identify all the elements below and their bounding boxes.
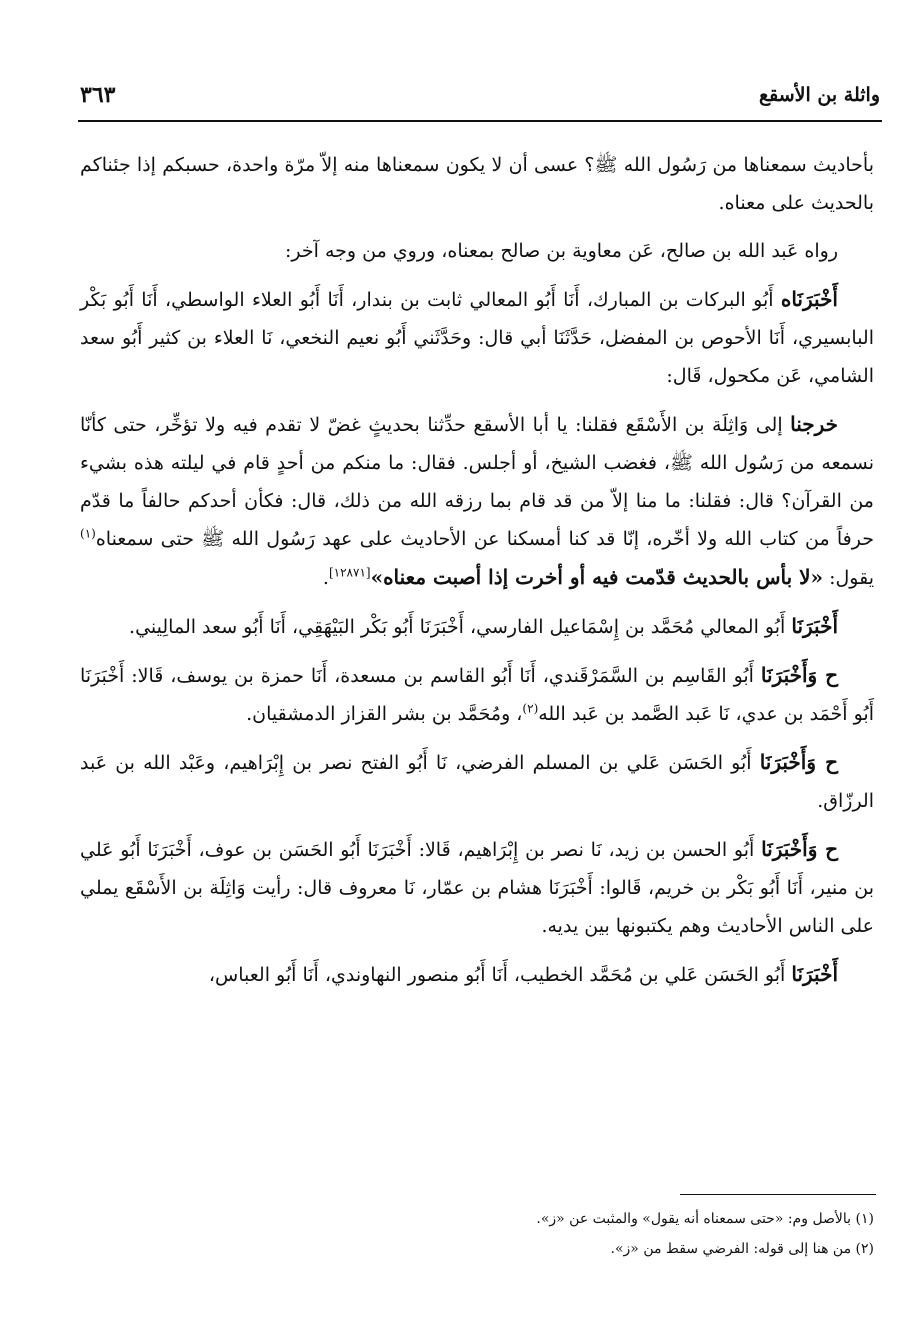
text-run: ، ومُحَمَّد بن بشر القزاز الدمشقيان. [246,703,523,725]
text-run: . [322,567,329,589]
paragraph [80,146,874,222]
paragraph [80,830,874,945]
paragraph [80,955,874,994]
main-text [80,146,874,1004]
chapter-title: واثلة بن الأسقع [759,84,880,106]
footnote-ref: (١) [80,526,96,541]
text-run: أَبُو المعالي مُحَمَّد بن إِسْمَاعيل الفارسي، أَخْبَرَنَا أَبُو بَكْر البَيْهَقِي، أَنَا أَبُو سعد المالِيني. [129,616,792,638]
footnote [300,1234,874,1264]
text-run: أَبُو الحسن بن زيد، نَا نصر بن إِبْرَاهيم، قَالا: أَخْبَرَنَا أَبُو الحَسَن بن عوف، أَخْبَرَنَا أَبُو عَلي بن منير، أَنَا أَبُو بَكْر بن خريم، قَالوا: أَخْبَرَنَا هشام بن عمّار، نَا معروف قال: رأيت وَاثِلَة بن الأَسْقَع يملي على الناس الأحاديث وهم يكتبونها بين يديه. [80,839,874,937]
footnotes [300,1204,874,1264]
text-run: أَبُو البركات بن المبارك، أَنَا أَبُو المعالي ثابت بن بندار، أَنَا أَبُو العلاء الواسطي، أَنَا أَبُو بَكْر البابسيري، أَنَا الأحوص بن المفضل، حَدَّثَنَا أبي قال: وحَدَّثَني أَبُو نعيم النخعي، نَا العلاء بن كثير أَبُو سعد الشامي، عَن مكحول، قَال: [80,289,874,387]
text-run: رواه عَبد الله بن صالح، عَن معاوية بن صالح بمعناه، وروي من وجه آخر: [285,240,838,262]
paragraph [80,656,874,733]
footnote-ref: (٢) [522,701,539,716]
text-run: أَبُو الحَسَن عَلي بن مُحَمَّد الخطيب، أَنَا أَبُو منصور النهاوندي، أَنَا أَبُو العباس، [208,964,792,986]
bold-text: أَخْبَرَنَا [791,614,838,638]
bold-text: أَخْبَرَنَا [791,962,838,986]
header-rule [78,120,882,122]
footnote-separator [680,1194,876,1195]
paragraph [80,405,874,597]
bold-text: ح وَأَخْبَرَنَا [760,663,838,687]
bold-text: «لا بأس بالحديث قدّمت فيه أو أخرت إذا أصبت معناه» [370,565,824,589]
page-number: ٣٦٣ [80,82,116,108]
text-run: إلى وَاثِلَة بن الأَسْقَع فقلنا: يا أبا الأسقع حدِّثنا بحديثٍ غضّ لا تقدم فيه ولا تؤخِّر، حتى كأنّا نسمعه من رَسُول الله ﷺ، فغضب الشيخ، أو أجلس. فقال: ما منكم من أحدٍ قام في ليلته هذه بشيء من القرآن؟ قال: فقلنا: ما منا إلاّ من قد قام بما رزقه الله من ذلك، قال: فكأن أحدكم حالفاً ما قدّم حرفاً من كتاب الله ولا أخّره، إنّا قد كنا أمسكنا عن الأحاديث على عهد رَسُول الله ﷺ حتى سمعناه [80,414,874,550]
bold-text: ح وَأَخْبَرَنَا [759,750,838,774]
footnote-text: بالأصل وم: «حتى سمعناه أنه يقول» والمثبت عن «ز». [536,1211,856,1227]
text-run: بأحاديث سمعناها من رَسُول الله ﷺ؟ عسى أن لا يكون سمعناها منه إلاّ مرّة واحدة، حسبكم إذا جئناكم بالحديث على معناه. [80,154,874,214]
paragraph [80,280,874,395]
paragraph [80,607,874,646]
text-run: أَبُو الحَسَن عَلي بن المسلم الفرضي، نَا أَبُو الفتح نصر بن إِبْرَاهيم، وعَبْد الله بن عَبد الرزّاق. [80,752,874,812]
bold-text: ح وَأَخْبَرَنَا [761,837,838,861]
paragraph [80,232,874,270]
bold-text: أَخْبَرَنَاه [780,287,838,311]
paragraph [80,743,874,820]
footnote-number: (١) [855,1211,874,1227]
footnote-text: من هنا إلى قوله: الفرضي سقط من «ز». [610,1241,856,1257]
footnote-ref: [١٢٨٧١] [328,565,371,580]
text-run: أَبُو القَاسِم بن السَّمَرْقَندي، أَنَا أَبُو القاسم بن مسعدة، أَنَا حمزة بن يوسف، قَالا: أَخْبَرَنَا أَبُو أَحْمَد بن عدي، نَا عَبد الصَّمد بن عَبد الله [80,665,874,725]
footnote-number: (٢) [855,1241,874,1257]
text-run: يقول: [823,567,874,589]
bold-text: خرجنا [790,412,838,436]
running-header [70,78,880,118]
footnote [300,1204,874,1234]
